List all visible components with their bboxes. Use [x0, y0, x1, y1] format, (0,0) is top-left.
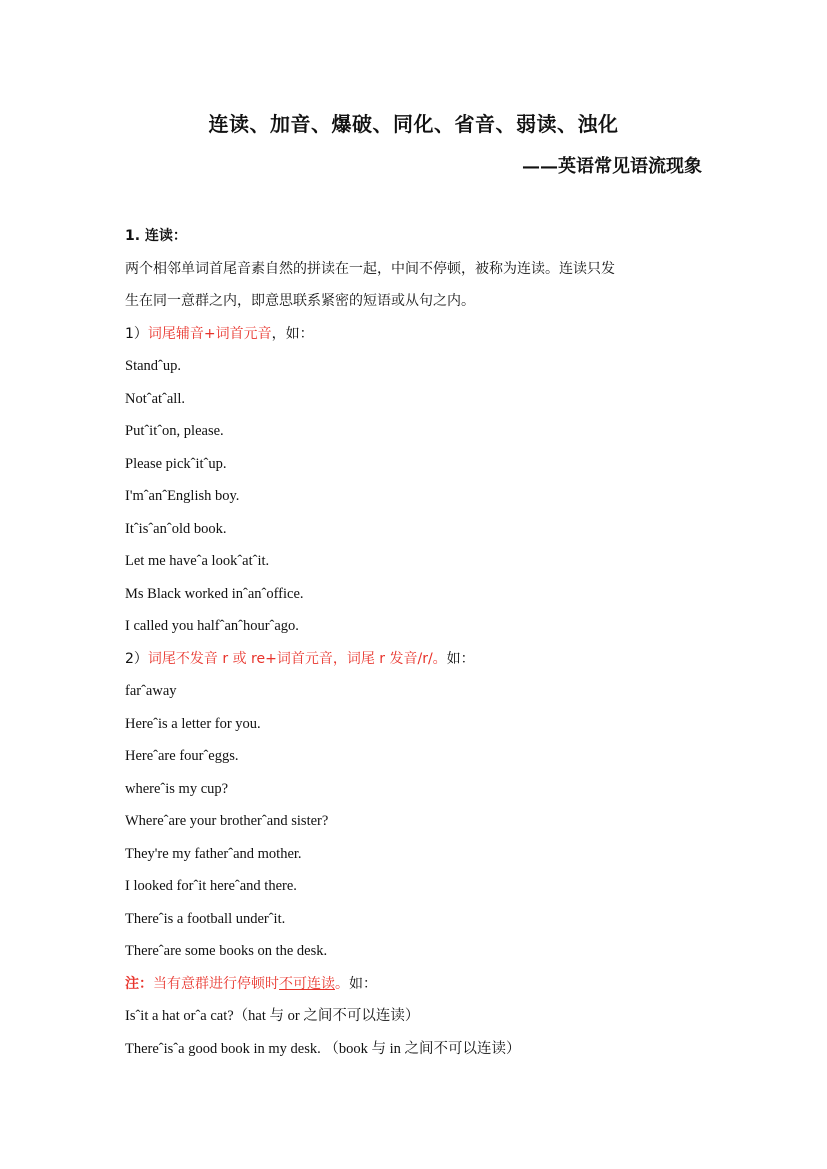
example-line: Whereˆare your brotherˆand sister?: [125, 813, 329, 829]
section-heading: 1. 连读：: [125, 228, 187, 244]
example-line: Putˆitˆon, please.: [125, 423, 224, 439]
section-linking: [125, 226, 710, 1071]
note-example-line: Isˆit a hat orˆa cat?（hat 与 or 之间不可以连读）: [125, 1008, 420, 1024]
rule-number: 1）: [125, 325, 148, 342]
example-line: I'mˆanˆEnglish boy.: [125, 488, 240, 504]
note-suffix: 如：: [349, 975, 377, 992]
example-line: Let me haveˆa lookˆatˆit.: [125, 553, 270, 569]
example-line: farˆaway: [125, 683, 177, 699]
note-text: 。: [335, 975, 349, 992]
example-line: They're my fatherˆand mother.: [125, 845, 302, 862]
example-line: whereˆis my cup?: [125, 780, 229, 797]
example-line: Itˆisˆanˆold book.: [125, 520, 227, 537]
example-line: Thereˆis a football underˆit.: [125, 910, 286, 927]
rule-suffix: 如：: [446, 650, 475, 667]
example-line: I called you halfˆanˆhourˆago.: [125, 618, 299, 634]
note-example-line: Thereˆisˆa good book in my desk. （book 与 in 之间不可以连读）: [125, 1040, 521, 1057]
rule-2: [125, 649, 710, 682]
example-line: Thereˆare some books on the desk.: [125, 943, 328, 959]
note-line: [125, 974, 710, 1007]
example-line: Standˆup.: [125, 358, 181, 374]
example-line: Please pickˆitˆup.: [125, 455, 227, 472]
page-subtitle: ——英语常见语流现象: [522, 156, 702, 177]
note-text: 当有意群进行停顿时: [153, 975, 279, 992]
intro-paragraph-line: 生在同一意群之内，即意思联系紧密的短语或从句之内。: [125, 293, 475, 309]
page-title: 连读、加音、爆破、同化、省音、弱读、浊化: [208, 112, 619, 136]
rule-1: [125, 324, 710, 357]
rule-suffix: ，如：: [271, 325, 314, 342]
example-line: Hereˆis a letter for you.: [125, 715, 261, 732]
note-label: 注：: [125, 975, 153, 992]
note-underlined: 不可连读: [279, 975, 335, 992]
rule-number: 2）: [125, 650, 148, 667]
example-line: Ms Black worked inˆanˆoffice.: [125, 585, 304, 602]
example-line: Hereˆare fourˆeggs.: [125, 748, 239, 764]
example-line: Notˆatˆall.: [125, 390, 185, 407]
rule-highlight: 词尾不发音 r 或 re+词首元音，词尾 r 发音/r/。: [147, 650, 447, 667]
example-line: I looked forˆit hereˆand there.: [125, 878, 297, 894]
intro-paragraph-line: 两个相邻单词首尾音素自然的拼读在一起，中间不停顿，被称为连读。连读只发: [125, 260, 615, 277]
rule-highlight: 词尾辅音+词首元音: [147, 325, 272, 342]
